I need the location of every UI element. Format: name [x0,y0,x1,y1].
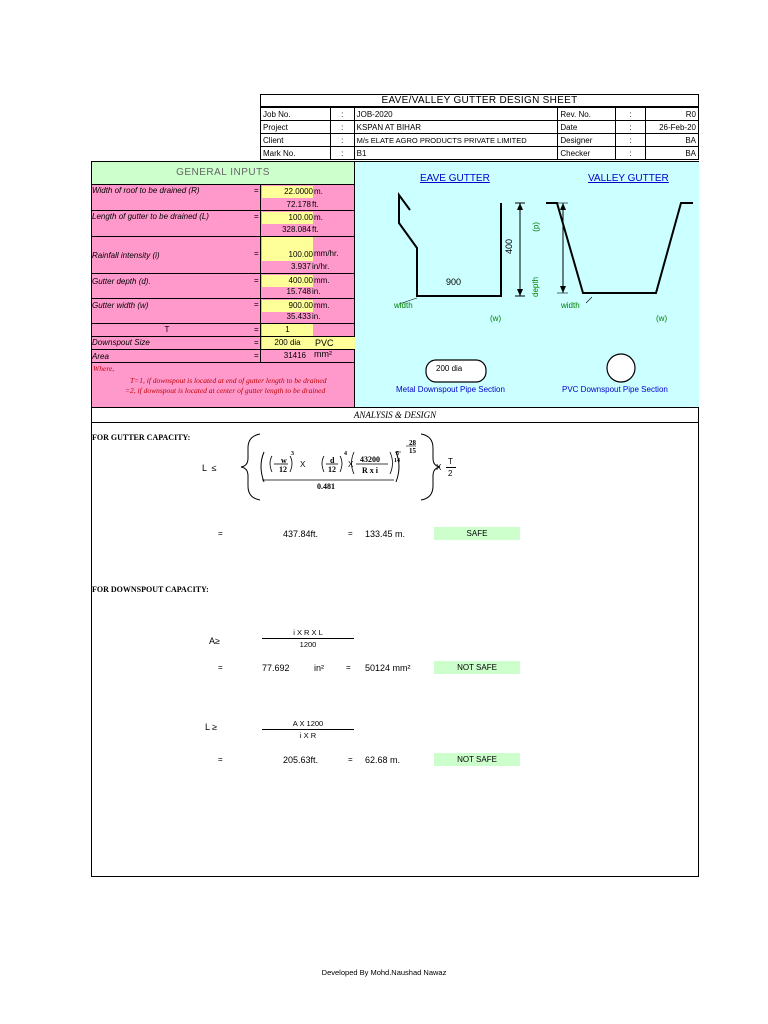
roof-width-m-value[interactable]: 22.0000 [262,186,313,198]
eave-width-dim: 900 [446,277,462,287]
length-required-ft: 205.63ft. [283,755,319,765]
job-no-value: JOB-2020 [354,108,558,121]
equals-sign: = [254,212,259,221]
equals-sign: = [218,529,223,538]
roof-width-label: Width of roof to be drained (R) [92,186,200,195]
L-ge-symbol: L ≥ [205,722,218,732]
eave-depth-dim: 400 [504,238,514,254]
pvc-pipe-caption: PVC Downspout Pipe Section [562,385,668,394]
colon: : [616,121,646,134]
f-0481: 0.481 [317,482,335,491]
colon: : [330,147,354,160]
rainfall-mm-unit: mm/hr. [314,249,339,258]
f-times: X [436,463,442,472]
f-rxi: R x i [362,466,378,475]
header-table [260,107,699,160]
area-required-mm: 50124 mm² [365,663,411,673]
f-times: X [348,460,354,469]
gutter-depth-mm-value[interactable]: 400.00 [262,275,313,287]
gutter-width-label: Gutter width (w) [92,301,149,310]
area-required-in: 77.692 [262,663,290,673]
f-d: d [330,456,335,465]
general-inputs-heading: GENERAL INPUTS [92,162,354,185]
row-divider [92,210,354,211]
designer-label: Designer [558,134,616,147]
gutter-depth-in-unit: in. [312,287,321,296]
equals-sign: = [254,186,259,195]
valley-w-label: (w) [656,314,668,323]
length-formula-denominator: i X R [299,731,317,740]
f-w: w [281,456,287,465]
equals-sign: = [254,338,259,347]
header-row [261,147,699,160]
column-divider [260,185,261,362]
checker-label: Checker [558,147,616,160]
header-row [261,134,699,147]
downspout-size-value[interactable]: 200 dia [262,337,313,349]
gutter-length-label: Length of gutter to be drained (L) [92,212,209,221]
project-value: KSPAN AT BIHAR [354,121,558,134]
eave-gutter-title: EAVE GUTTER [420,173,490,184]
length-required-m: 62.68 m. [365,755,401,765]
fraction-bar [262,638,354,639]
valley-depth-label: depth [531,276,540,297]
t-note-end: T=1, if downspout is located at end of gutter length to be drained [130,376,327,385]
row-divider [92,362,354,363]
equals-sign: = [254,351,259,360]
mark-no-label: Mark No. [261,147,331,160]
row-divider [92,323,354,324]
equals-sign: = [218,755,223,764]
L-le-symbol: L ≤ [202,463,217,473]
equals-sign: = [348,755,353,764]
rainfall-in-unit: in/hr. [312,262,330,271]
f-exp-5: 5 [396,451,399,457]
colon: : [330,134,354,147]
colon: : [616,134,646,147]
downspout-type-value[interactable]: PVC [313,337,355,349]
f-T: T [448,457,453,466]
eave-d-label: (d) [532,222,541,232]
client-label: Client [261,134,331,147]
rainfall-mm-value[interactable]: 100.00 [262,237,313,261]
equals-sign: = [254,325,259,334]
date-label: Date [558,121,616,134]
area-formula-denominator: 1200 [299,640,317,649]
f-2: 2 [448,469,453,478]
gutter-width-in-value: 35.433 [286,312,311,321]
metal-pipe-caption: Metal Downspout Pipe Section [396,385,505,394]
f-exp-3: 3 [291,451,294,457]
downspout-capacity-heading: FOR DOWNSPOUT CAPACITY: [92,585,209,594]
date-value: 26-Feb-20 [646,121,699,134]
mark-no-value: B1 [354,147,558,160]
client-value: M/s ELATE AGRO PRODUCTS PRIVATE LIMITED [354,134,558,147]
area-required-in-unit: in² [314,663,325,673]
gutter-depth-mm-unit: mm. [314,276,330,285]
eave-width-word: width [394,301,413,310]
project-label: Project [261,121,331,134]
gutter-depth-in-value: 15.748 [286,287,311,296]
area-formula-numerator: i X R X L [293,628,323,637]
rainfall-label: Rainfall intensity (i) [92,251,160,260]
gutter-length-m-unit: m. [314,213,323,222]
t-note-center: =2, if downspout is located at center of gutter length to be drained [125,386,326,395]
area-label: Area [92,352,109,361]
equals-sign: = [254,300,259,309]
gutter-status-badge: SAFE [434,527,520,540]
equals-sign: = [348,529,353,538]
colon: : [330,108,354,121]
f-12: 12 [279,465,287,474]
roof-width-ft-unit: ft. [312,200,319,209]
equals-sign: = [254,249,259,258]
fraction-bar [262,729,354,730]
row-divider [92,298,354,299]
roof-width-m-unit: m. [314,187,323,196]
downspout-size-label: Downspout Size [92,338,150,347]
pvc-pipe-section [607,354,635,382]
where-note: Where, [93,364,115,373]
t-label: T [164,325,170,334]
row-divider [92,273,354,274]
row-divider [92,236,354,237]
valley-width-word: width [561,301,580,310]
gutter-width-mm-value[interactable]: 900.00 [262,300,313,312]
checker-value: BA [646,147,699,160]
gutter-width-in-unit: in. [312,312,321,321]
area-value: 31416 [283,351,306,360]
footer-credit: Developed By Mohd.Naushad Nawaz [321,968,447,977]
equals-sign: = [218,663,223,672]
valley-gutter-profile [546,203,693,293]
gutter-drawings [354,162,698,407]
header-row [261,121,699,134]
rainfall-in-value: 3.937 [290,262,311,271]
f-exp-15: 15 [409,447,416,455]
f-exp-4: 4 [344,451,347,457]
t-value[interactable]: 1 [262,324,313,336]
f-T-bar [446,467,456,468]
gutter-capacity-m: 133.45 m. [365,529,406,539]
f-43200: 43200 [360,455,380,464]
rev-no-label: Rev. No. [558,108,616,121]
analysis-title: ANALYSIS & DESIGN [92,407,698,423]
length-formula-numerator: A X 1200 [292,719,324,728]
colon: : [616,147,646,160]
gutter-length-ft-value: 328.084 [282,225,311,234]
area-status-badge: NOT SAFE [434,661,520,674]
designer-value: BA [646,134,699,147]
f-12b: 12 [328,465,336,474]
equals-sign: = [346,663,351,672]
gutter-depth-label: Gutter depth (d). [92,277,151,286]
colon: : [330,121,354,134]
length-status-badge: NOT SAFE [434,753,520,766]
header-row [261,108,699,121]
A-ge-symbol: A≥ [209,636,220,646]
f-exp-14: 14 [394,458,400,464]
colon: : [616,108,646,121]
gutter-length-ft-unit: ft. [312,225,319,234]
job-no-label: Job No. [261,108,331,121]
sheet-title: EAVE/VALLEY GUTTER DESIGN SHEET [260,94,699,107]
gutter-length-m-value[interactable]: 100.00 [262,212,313,224]
valley-gutter-title: VALLEY GUTTER [588,173,669,184]
area-unit: mm² [314,349,332,359]
gutter-capacity-heading: FOR GUTTER CAPACITY: [92,433,191,442]
eave-w-label: (w) [490,314,502,323]
f-times: X [300,460,306,469]
equals-sign: = [254,276,259,285]
metal-pipe-dia: 200 dia [436,364,463,373]
gutter-capacity-ft: 437.84ft. [283,529,319,539]
rev-no-value: R0 [646,108,699,121]
f-exp-28: 28 [409,439,416,447]
roof-width-ft-value: 72.178 [286,200,311,209]
gutter-width-mm-unit: mm. [314,301,330,310]
